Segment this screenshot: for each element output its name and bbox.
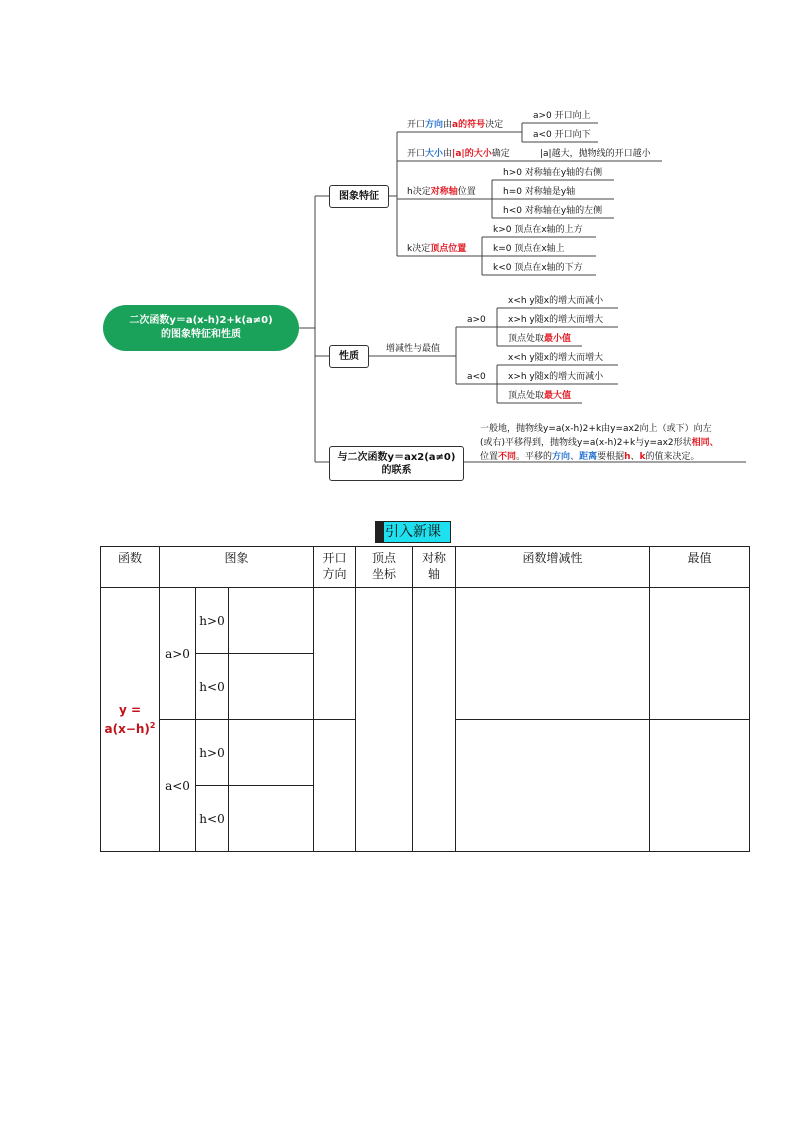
graph-cell[interactable] xyxy=(229,654,314,720)
h-neg-cell-2: h<0 xyxy=(196,786,229,852)
text-part: |a|的大小 xyxy=(452,149,492,159)
node-properties: 性质 xyxy=(329,345,369,368)
monotonicity-label: 增减性与最值 xyxy=(386,344,441,354)
h-negative: h<0 对称轴在y轴的左侧 xyxy=(503,206,603,216)
header-graph: 图象 xyxy=(160,547,314,588)
a-gt-zero: a>0 xyxy=(467,315,486,325)
node-relation xyxy=(329,446,464,481)
neg-max-value xyxy=(508,390,571,402)
text-part: 确定 xyxy=(491,149,510,159)
properties-table xyxy=(100,546,750,852)
text-part: 对称轴 xyxy=(430,187,458,197)
text-part: 不同 xyxy=(498,452,517,462)
text-part: 要根据 xyxy=(597,452,625,462)
relation-paragraph xyxy=(480,422,719,464)
header-vertex xyxy=(356,547,413,588)
text-part: 决定 xyxy=(485,120,504,130)
opening-cell-2[interactable] xyxy=(314,720,356,852)
neg-rule-1: x<h y随x的增大而增大 xyxy=(508,353,604,363)
h-decides-label xyxy=(407,186,476,198)
text-part: 位置 xyxy=(480,452,499,462)
pos-rule-1: x<h y随x的增大而减小 xyxy=(508,296,604,306)
extreme-cell-2[interactable] xyxy=(650,720,750,852)
header-function: 函数 xyxy=(101,547,160,588)
text-part: 顶点处取 xyxy=(508,391,545,401)
root-title: 二次函数y＝a(x-h)2+k(a≠0) xyxy=(129,315,273,326)
text-part: k xyxy=(639,452,646,462)
text-part: 、 xyxy=(570,452,580,462)
text-part: 方向 xyxy=(425,120,444,130)
text-part: (或右)平移得到，抛物线y=a(x-h)2+k与y=ax2形状 xyxy=(480,438,692,448)
text-part: 、 xyxy=(630,452,640,462)
extreme-cell-1[interactable] xyxy=(650,588,750,720)
mindmap-root xyxy=(103,305,299,351)
h-zero: h=0 对称轴是y轴 xyxy=(503,187,576,197)
node-features: 图象特征 xyxy=(329,185,389,208)
header-axis-l2: 轴 xyxy=(428,567,441,581)
graph-cell[interactable] xyxy=(229,720,314,786)
axis-cell[interactable] xyxy=(413,588,456,852)
opening-size-label xyxy=(407,148,510,160)
relation-line1: 与二次函数y＝ax2(a≠0) xyxy=(337,451,456,463)
text-part: 顶点处取 xyxy=(508,334,545,344)
header-vertex-l1: 顶点 xyxy=(372,551,397,565)
relation-text-3 xyxy=(480,450,719,464)
a-lt-zero: a<0 xyxy=(467,372,486,382)
pos-min-value xyxy=(508,333,571,345)
k-zero: k=0 顶点在x轴上 xyxy=(493,244,565,254)
text-part: 开口 xyxy=(407,120,426,130)
text-part: a的符号 xyxy=(452,120,486,130)
mono-cell-2[interactable] xyxy=(456,720,650,852)
graph-cell[interactable] xyxy=(229,786,314,852)
h-positive: h>0 对称轴在y轴的右侧 xyxy=(503,168,603,178)
k-decides-label xyxy=(407,243,466,255)
opening-direction-label xyxy=(407,119,503,131)
text-part: 顶点位置 xyxy=(430,244,467,254)
relation-line2: 的联系 xyxy=(381,464,412,476)
text-part: 相同 xyxy=(691,438,710,448)
text-part: h决定 xyxy=(407,187,431,197)
text-part: 由 xyxy=(443,149,453,159)
header-axis xyxy=(413,547,456,588)
header-opening-l1: 开口 xyxy=(322,551,347,565)
text-part: a(x−h) xyxy=(104,721,150,736)
h-neg-cell-1: h<0 xyxy=(196,654,229,720)
neg-rule-2: x>h y随x的增大而减小 xyxy=(508,372,604,382)
k-negative: k<0 顶点在x轴的下方 xyxy=(493,263,583,273)
text-part: k决定 xyxy=(407,244,431,254)
a-pos-cell: a>0 xyxy=(160,588,196,720)
header-opening xyxy=(314,547,356,588)
a-positive-opening: a>0 开口向上 xyxy=(533,111,591,121)
h-pos-cell-1: h>0 xyxy=(196,588,229,654)
function-cell xyxy=(101,588,160,852)
mono-cell-1[interactable] xyxy=(456,588,650,720)
function-line2 xyxy=(101,718,159,737)
h-pos-cell-2: h>0 xyxy=(196,720,229,786)
text-part: 开口 xyxy=(407,149,426,159)
header-axis-l1: 对称 xyxy=(422,551,447,565)
text-part: 。平移的 xyxy=(516,452,553,462)
function-line1: y = xyxy=(118,702,142,717)
header-vertex-l2: 坐标 xyxy=(372,567,397,581)
text-part: 最小值 xyxy=(544,334,572,344)
text-part: 位置 xyxy=(457,187,476,197)
section-banner: 引入新课 xyxy=(375,521,451,543)
opening-cell-1[interactable] xyxy=(314,588,356,720)
relation-text-2 xyxy=(480,436,719,450)
text-part: 、 xyxy=(709,438,719,448)
pos-rule-2: x>h y随x的增大而增大 xyxy=(508,315,604,325)
a-negative-opening: a<0 开口向下 xyxy=(533,130,591,140)
text-part: 大小 xyxy=(425,149,444,159)
a-neg-cell: a<0 xyxy=(160,720,196,852)
vertex-cell[interactable] xyxy=(356,588,413,852)
text-part: 的值来决定。 xyxy=(645,452,700,462)
abs-a-note: |a|越大，抛物线的开口越小 xyxy=(540,149,651,159)
header-extreme: 最值 xyxy=(650,547,750,588)
graph-cell[interactable] xyxy=(229,588,314,654)
relation-text-1: 一般地，抛物线y=a(x-h)2+k由y=ax2向上（或下）向左 xyxy=(480,424,712,434)
k-positive: k>0 顶点在x轴的上方 xyxy=(493,225,583,235)
header-opening-l2: 方向 xyxy=(322,567,347,581)
text-part: 距离 xyxy=(579,452,598,462)
text-part: 方向 xyxy=(552,452,571,462)
root-subtitle: 的图象特征和性质 xyxy=(161,329,241,340)
text-part: h xyxy=(624,452,631,462)
text-part: 由 xyxy=(443,120,453,130)
header-monotonicity: 函数增减性 xyxy=(456,547,650,588)
text-part: 最大值 xyxy=(544,391,572,401)
text-part: 2 xyxy=(149,720,156,730)
